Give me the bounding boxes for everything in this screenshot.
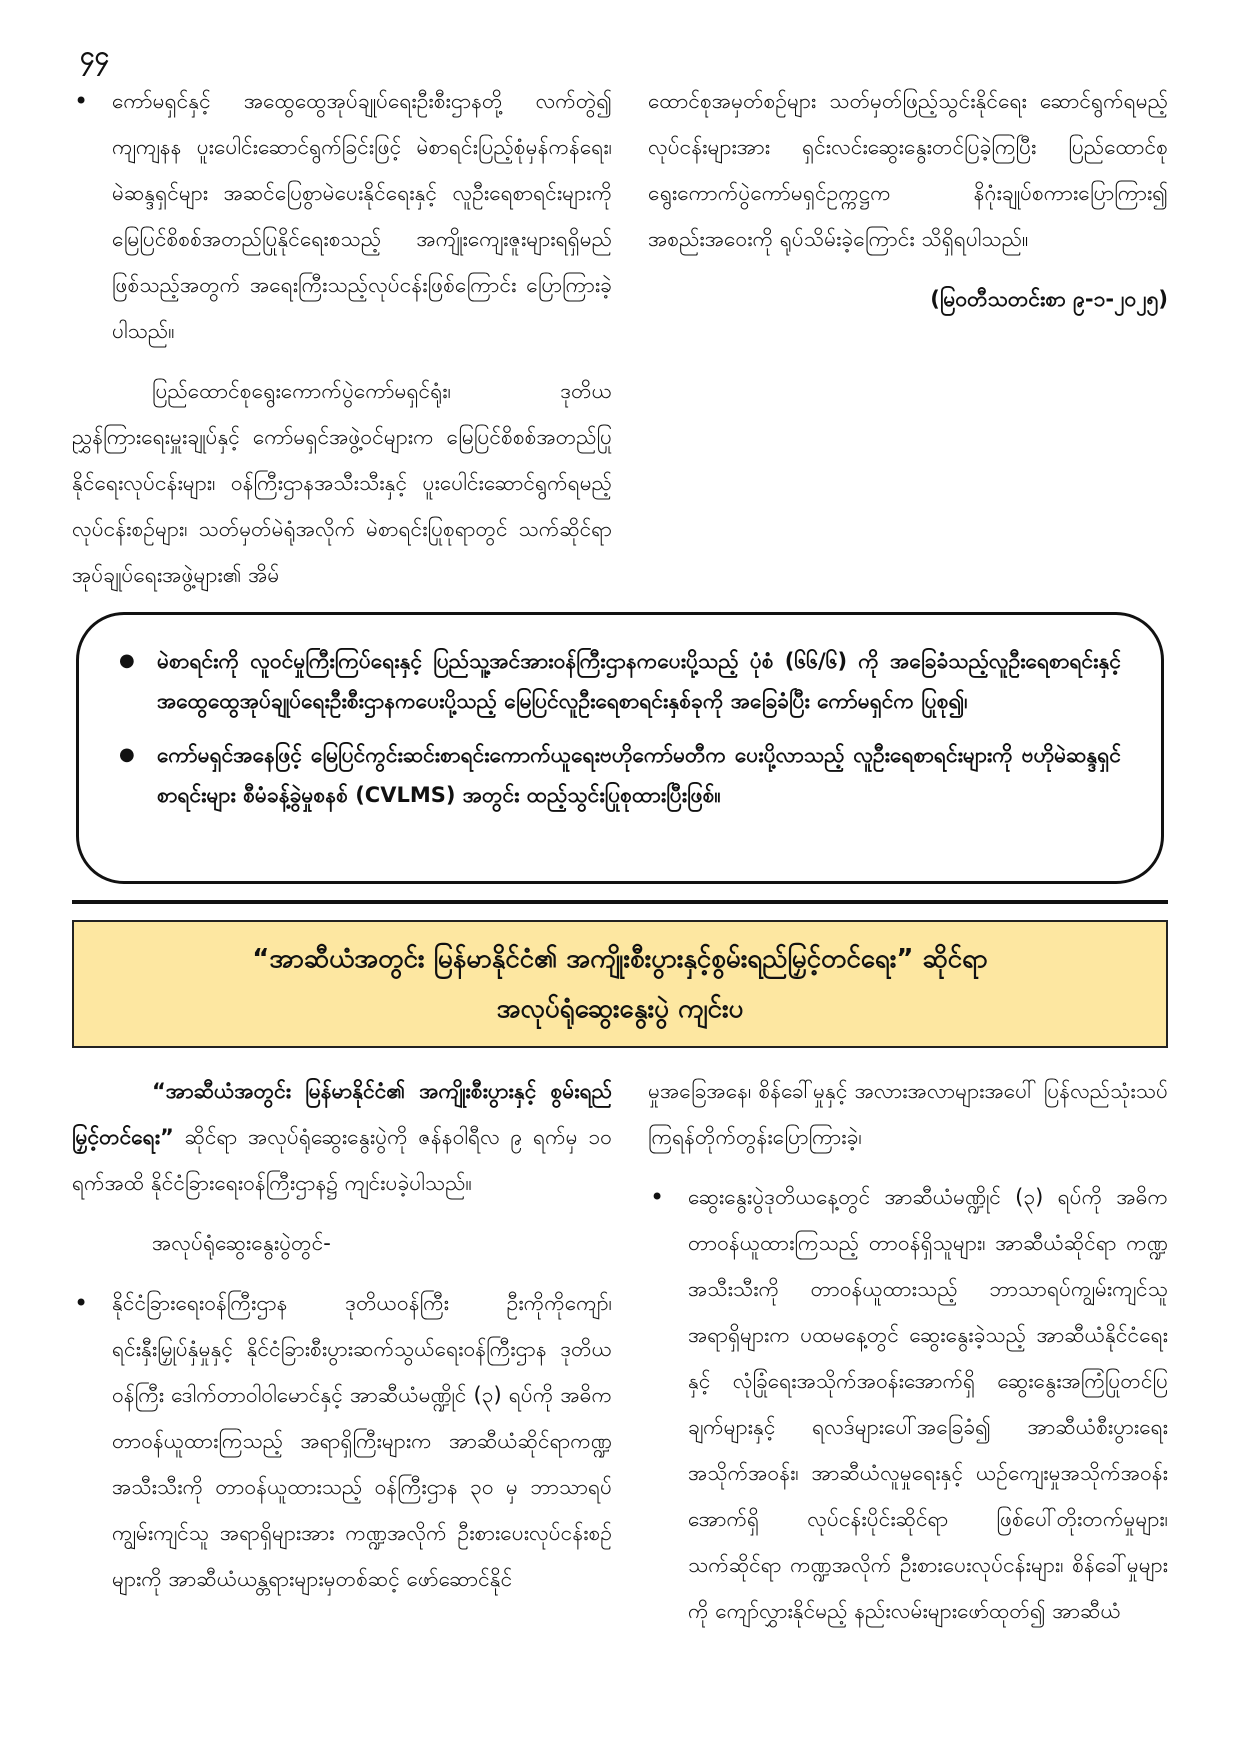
top-right-column (648, 78, 1168, 336)
top-right-paragraph-1: ထောင်စုအမှတ်စဉ်များ သတ်မှတ်ဖြည့်သွင်းနိုင်ရေး ဆောင်ရွက်ရမည့်လုပ်ငန်းများအား ရှင်းလင်းဆွေးနွေးတင်ပြခဲ့ကြပြီး ပြည်ထောင်စုရွေးကောက်ပွဲကော်မရှင်ဥက္ကဋ္ဌက နိဂုံးချုပ်စကားပြောကြား၍ အစည်းအဝေးကို ရုပ်သိမ်းခဲ့ကြောင်း သိရှိရပါသည်။ (648, 89, 1168, 251)
section-divider (72, 900, 1168, 904)
bottom-left-column (72, 1068, 612, 1616)
summary-notice-box (76, 612, 1164, 884)
news-citation: (မြဝတီသတင်းစာ ၉-၁-၂၀၂၅) (930, 287, 1168, 311)
headline-line-1: “အာဆီယံအတွင်း မြန်မာနိုင်ငံ၏ အကျိုးစီးပွားနှင့်စွမ်းရည်မြှင့်တင်ရေး” ဆိုင်ရာ (252, 944, 988, 974)
page-number: ၄၄ (80, 41, 110, 71)
lead-rest-text: ဆိုင်ရာ အလုပ်ရုံဆွေးနွေးပွဲကို ဇန်နဝါရီလ ၉ ရက်မှ ၁၀ ရက်အထိ နိုင်ငံခြားရေးဝန်ကြီးဌာန၌ ကျင်းပခဲ့ပါသည်။ (72, 1125, 612, 1195)
top-left-paragraph-2: ပြည်ထောင်စုရွေးကောက်ပွဲကော်မရှင်ရုံး၊ ဒုတိယ ညွှန်ကြားရေးမှူးချုပ်နှင့် ကော်မရှင်အဖွဲ့ဝင်များက မြေပြင်စိစစ်အတည်ပြုနိုင်ရေးလုပ်ငန်းများ၊ ဝန်ကြီးဌာနအသီးသီးနှင့် ပူးပေါင်းဆောင်ရွက်ရမည့်လုပ်ငန်းစဉ်များ၊ သတ်မှတ်မဲရုံအလိုက် မဲစာရင်းပြုစုရာတွင် သက်ဆိုင်ရာအုပ်ချုပ်ရေးအဖွဲ့များ၏ အိမ် (72, 379, 612, 587)
bottom-left-paragraph-2: အလုပ်ရုံဆွေးနွေးပွဲတွင်- (152, 1231, 331, 1255)
bottom-left-lead-paragraph (72, 1068, 612, 1206)
bottom-left-bullet-1: • နိုင်ငံခြားရေးဝန်ကြီးဌာန ဒုတိယဝန်ကြီး ဦးကိုကိုကျော်၊ ရင်းနှီးမြှုပ်နှံမှုနှင့် နိုင်ငံခြားစီးပွားဆက်သွယ်ရေးဝန်ကြီးဌာန ဒုတိယဝန်ကြီး ဒေါက်တာဝါဝါမောင်နှင့် အာဆီယံမဏ္ဍိုင် (၃) ရပ်ကို အဓိကတာဝန်ယူထားကြသည့် အရာရှိကြီးများက အာဆီယံဆိုင်ရာကဏ္ဍအသီးသီးကို တာဝန်ယူထားသည့် ဝန်ကြီးဌာန ၃၀ မှ ဘာသာရပ်ကျွမ်းကျင်သူ အရာရှိများအား ကဏ္ဍအလိုက် ဦးစားပေးလုပ်ငန်းစဉ်များကို အာဆီယံယန္တရားများမှတစ်ဆင့် ဖော်ဆောင်နိုင် (72, 1280, 612, 1602)
bottom-right-column (648, 1068, 1168, 1648)
top-left-column (72, 78, 612, 612)
bottom-right-bullet-1: • ဆွေးနွေးပွဲဒုတိယနေ့တွင် အာဆီယံမဏ္ဍိုင် (၃) ရပ်ကို အဓိကတာဝန်ယူထားကြသည့် တာဝန်ရှိသူများ၊ အာဆီယံဆိုင်ရာ ကဏ္ဍအသီးသီးကို တာဝန်ယူထားသည့် ဘာသာရပ်ကျွမ်းကျင်သူအရာရှိများက ပထမနေ့တွင် ဆွေးနွေးခဲ့သည့် အာဆီယံနိုင်ငံရေးနှင့် လုံခြုံရေးအသိုက်အဝန်းအောက်ရှိ ဆွေးနွေးအကြံပြုတင်ပြချက်များနှင့် ရလဒ်များပေါ်အခြေခံ၍ အာဆီယံစီးပွားရေးအသိုက်အဝန်း၊ အာဆီယံလူမှုရေးနှင့် ယဉ်ကျေးမှုအသိုက်အဝန်းအောက်ရှိ လုပ်ငန်းပိုင်းဆိုင်ရာ ဖြစ်ပေါ်တိုးတက်မှုများ၊ သက်ဆိုင်ရာ ကဏ္ဍအလိုက် ဦးစားပေးလုပ်ငန်းများ၊ စိန်ခေါ်မှုများကို ကျော်လွှားနိုင်မည့် နည်းလမ်းများဖော်ထုတ်၍ အာဆီယံ (648, 1174, 1168, 1634)
notice-item-2: ● ကော်မရှင်အနေဖြင့် မြေပြင်ကွင်းဆင်းစာရင်းကောက်ယူရေးဗဟိုကော်မတီက ပေးပို့လာသည့် လူဦးရေစာရင်းများကို ဗဟိုမဲဆန္ဒရှင်စာရင်းများ စီမံခန့်ခွဲမှုစနစ် (CVLMS) အတွင်း ထည့်သွင်းပြုစုထားပြီးဖြစ်။ (119, 735, 1121, 815)
lead-bold-title: “အာဆီယံအတွင်း မြန်မာနိုင်ငံ၏ အကျိုးစီးပွားနှင့် စွမ်းရည်မြှင့်တင်ရေး” (72, 1079, 612, 1149)
bottom-right-paragraph-1: မှုအခြေအနေ၊ စိန်ခေါ်မှုနှင့် အလားအလာများအပေါ် ပြန်လည်သုံးသပ်ကြရန်တိုက်တွန်းပြောကြားခဲ့၊ (648, 1079, 1168, 1149)
notice-item-1: ● မဲစာရင်းကို လူဝင်မှုကြီးကြပ်ရေးနှင့် ပြည်သူ့အင်အားဝန်ကြီးဌာနကပေးပို့သည့် ပုံစံ (၆၆/၆) ကို အခြေခံသည့်လူဦးရေစာရင်းနှင့် အထွေထွေအုပ်ချုပ်ရေးဦးစီးဌာနကပေးပို့သည့် မြေပြင်လူဦးရေစာရင်းနှစ်ခုကို အခြေခံပြီး ကော်မရှင်က ပြုစု၍၊ (119, 641, 1121, 721)
headline-line-2: အလုပ်ရုံဆွေးနွေးပွဲ ကျင်းပ (496, 994, 744, 1024)
article-headline-banner (72, 920, 1168, 1048)
top-left-bullet-1: • ကော်မရှင်နှင့် အထွေထွေအုပ်ချုပ်ရေးဦးစီးဌာနတို့ လက်တွဲ၍ ကျကျနန ပူးပေါင်းဆောင်ရွက်ခြင်းဖြင့် မဲစာရင်းပြည့်စုံမှန်ကန်ရေး၊ မဲဆန္ဒရှင်များ အဆင်ပြေစွာမဲပေးနိုင်ရေးနှင့် လူဦးရေစာရင်းများကို မြေပြင်စိစစ်အတည်ပြုနိုင်ရေးစသည့် အကျိုးကျေးဇူးများရရှိမည် ဖြစ်သည့်အတွက် အရေးကြီးသည့်လုပ်ငန်းဖြစ်ကြောင်း ပြောကြားခဲ့ပါသည်။ (72, 78, 612, 354)
